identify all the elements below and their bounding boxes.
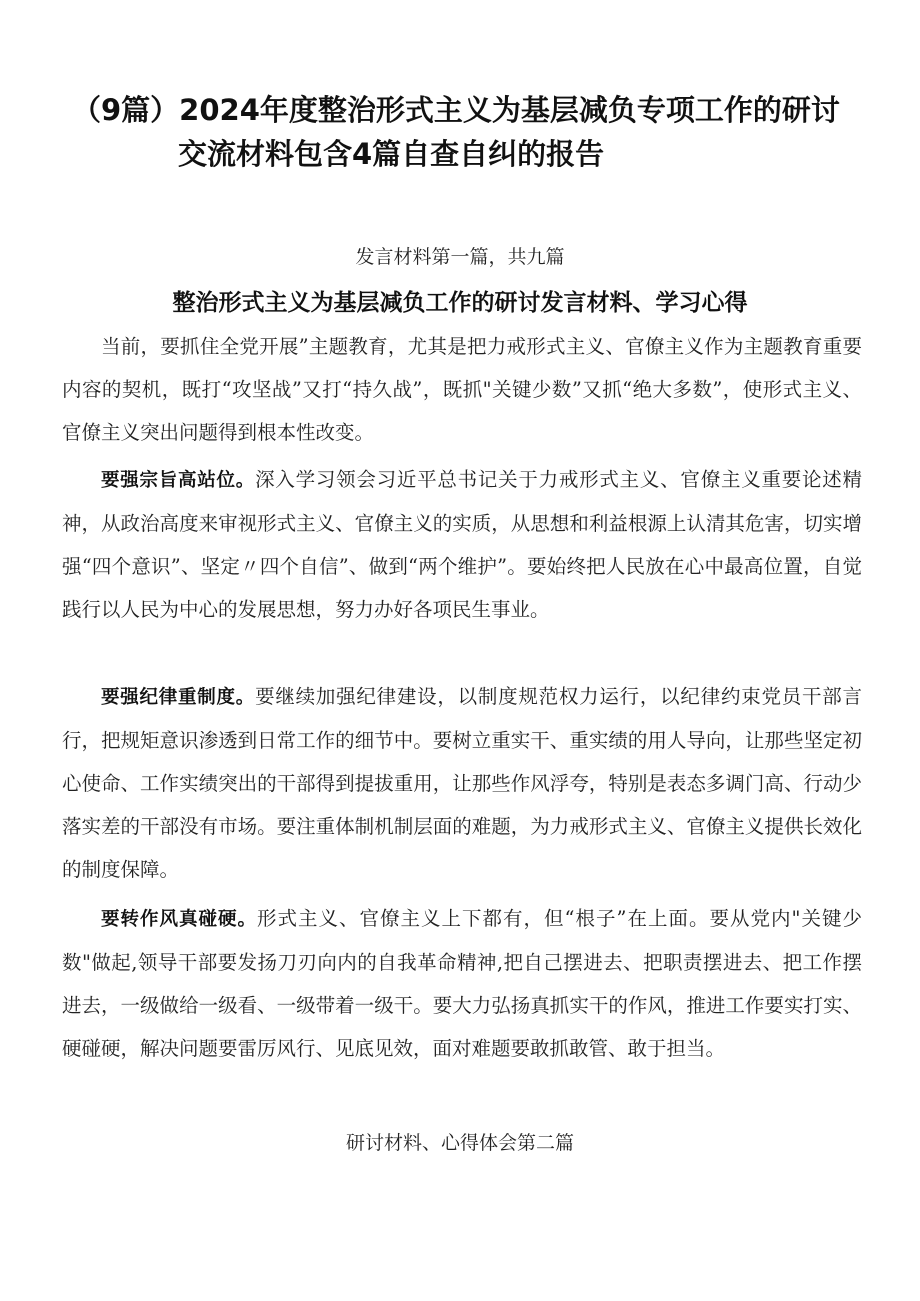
- document-title: [72, 88, 862, 176]
- point-lead-3: 要转作风真碰硬。: [101, 909, 258, 930]
- point-paragraph-3: [62, 897, 862, 1070]
- section-1-title: 整治形式主义为基层减负工作的研讨发言材料、学习心得: [172, 290, 748, 316]
- point-text-1: 深入学习领会习近平总书记关于力戒形式主义、官僚主义重要论述精神，从政治高度来审视形式主义、官僚主义的实质，从思想和利益根源上认清其危害，切实增强“四个意识”、坚定〃四个自信”、做到“两个维护”。要始终把人民放在心中最高位置，自觉践行以人民为中心的发展思想，努力办好各项民生事业。: [62, 468, 862, 621]
- section-1-caption: 发言材料第一篇，共九篇: [355, 246, 565, 268]
- point-lead-1: 要强宗旨高站位。: [101, 470, 256, 491]
- point-lead-2: 要强纪律重制度。: [101, 687, 256, 708]
- document-title-line-2: 交流材料包含4篇自查自纠的报告: [178, 137, 605, 171]
- section-2-caption: 研讨材料、心得体会第二篇: [345, 1132, 574, 1154]
- intro-paragraph: 当前，要抓住全党开展”主题教育，尤其是把力戒形式主义、官僚主义作为主题教育重要内容的契机，既打“攻坚战”又打“持久战”，既抓"关键少数”又抓“绝大多数”，使形式主义、官僚主义突出问题得到根本性改变。: [62, 335, 862, 444]
- point-text-3: 形式主义、官僚主义上下都有，但“根子”在上面。要从党内"关键少数"做起,领导干部要发扬刀刃向内的自我革命精神,把自己摆进去、把职责摆进去、把工作摆进去，一级做给一级看、一级带着一级干。要大力弘扬真抓实干的作风，推进工作要实打实、硬碰硬，解决问题要雷厉风行、见底见效，面对难题要敢抓敢管、敢于担当。: [62, 907, 862, 1060]
- point-paragraph-2: [62, 675, 862, 891]
- point-paragraph-1: [62, 458, 862, 631]
- point-text-2: 要继续加强纪律建设，以制度规范权力运行，以纪律约束党员干部言行，把规矩意识渗透到日常工作的细节中。要树立重实干、重实绩的用人导向，让那些坚定初心使命、工作实绩突出的干部得到提拔重用，让那些作风浮夸，特别是表态多调门高、行动少落实差的干部没有市场。要注重体制机制层面的难题，为力戒形式主义、官僚主义提供长效化的制度保障。: [62, 685, 862, 881]
- document-title-line-1: （9篇）2024年度整治形式主义为基层减负专项工作的研讨: [72, 93, 840, 127]
